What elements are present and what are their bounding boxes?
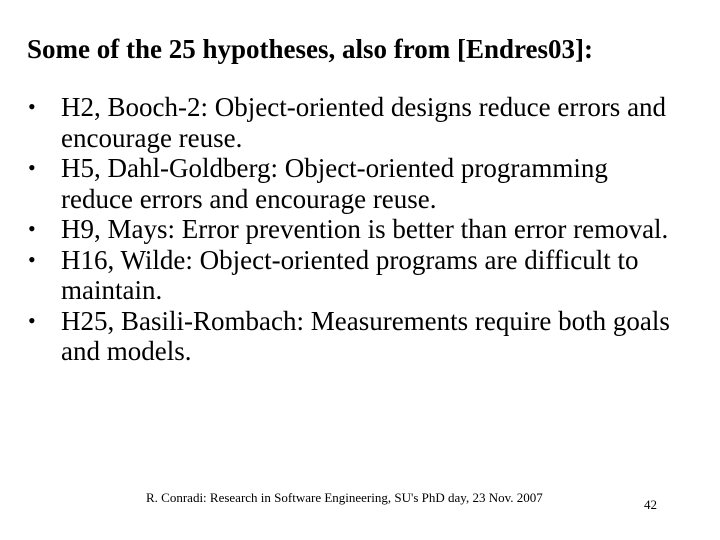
- bullet-text: H2, Booch-2: Object-oriented designs reduce errors and encourage reuse.: [61, 92, 667, 153]
- bullet-text: H25, Basili-Rombach: Measurements require both goals and models.: [61, 305, 670, 366]
- bullet-list: [24, 92, 684, 367]
- slide-title: Some of the 25 hypotheses, also from [Endres03]:: [27, 34, 593, 64]
- bullet-icon: •: [28, 94, 36, 119]
- bullet-item-h16: [24, 245, 684, 306]
- bullet-icon: •: [28, 307, 36, 333]
- bullet-icon: •: [28, 216, 36, 241]
- bullet-item-h25: [24, 306, 684, 367]
- bullet-item-h9: [24, 214, 684, 245]
- page-number: 42: [644, 497, 657, 512]
- bullet-icon: •: [28, 246, 36, 272]
- slide-footer: R. Conradi: Research in Software Engineering, SU's PhD day, 23 Nov. 2007: [146, 490, 543, 505]
- bullet-text: H16, Wilde: Object-oriented programs are difficult to maintain.: [61, 244, 639, 305]
- bullet-item-h2: [24, 92, 684, 153]
- bullet-text: H5, Dahl-Goldberg: Object-oriented programming reduce errors and encourage reuse.: [61, 153, 608, 214]
- bullet-item-h5: [24, 153, 684, 214]
- bullet-icon: •: [28, 155, 36, 180]
- bullet-text: H9, Mays: Error prevention is better than error removal.: [61, 214, 669, 244]
